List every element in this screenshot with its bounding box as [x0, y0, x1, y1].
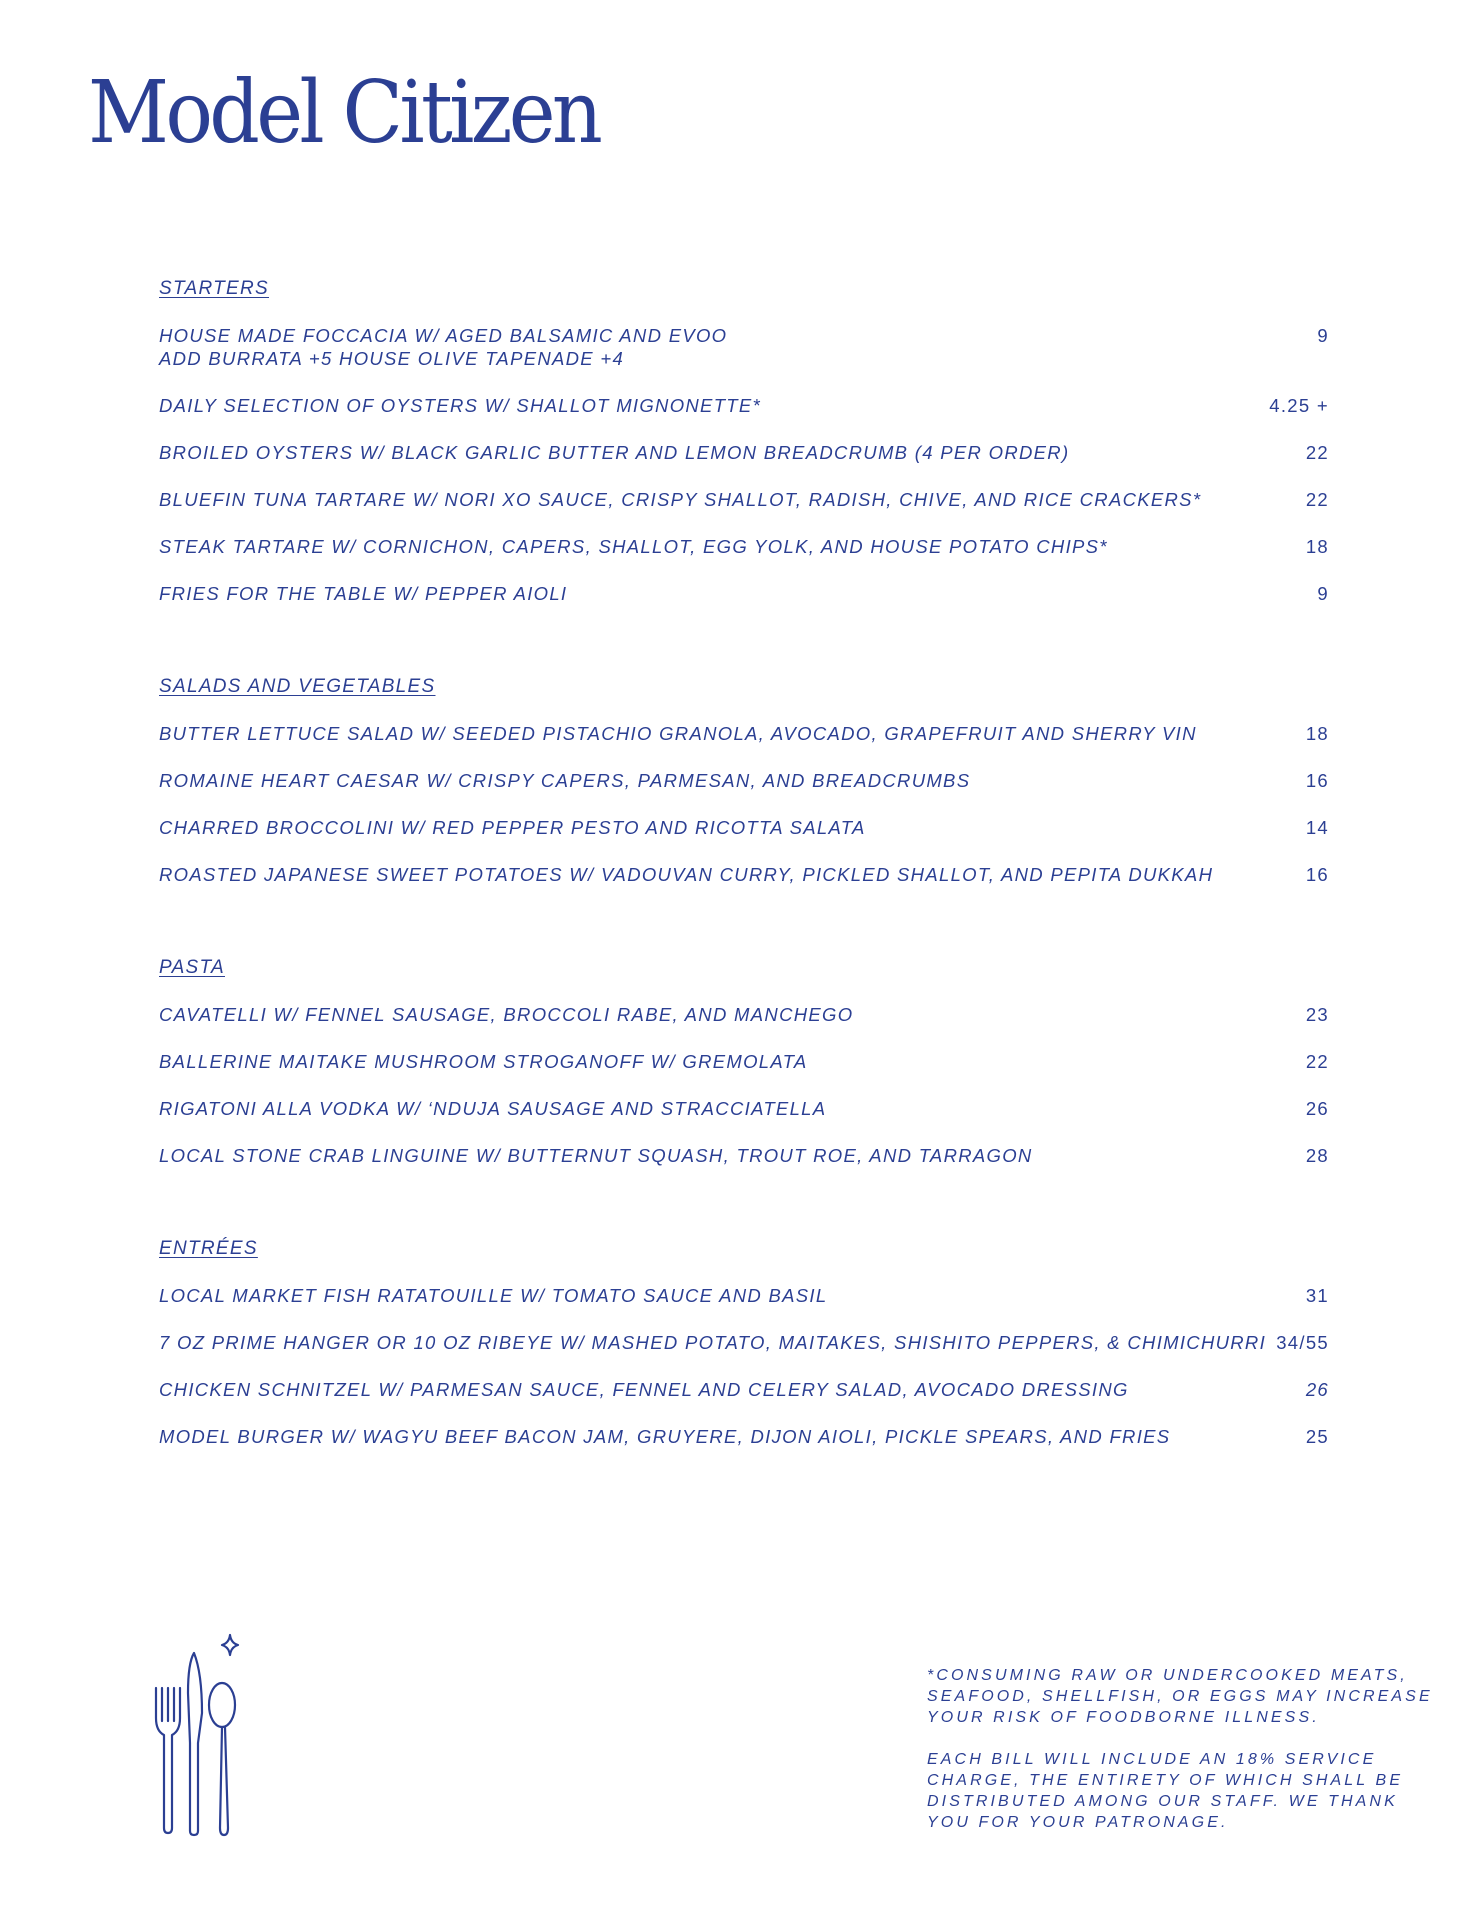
menu-item — [159, 324, 1329, 370]
menu-item-price: 4.25 + — [1269, 395, 1329, 416]
menu-item-name: CHARRED BROCCOLINI W/ RED PEPPER PESTO AND RICOTTA SALATA — [159, 817, 866, 838]
menu-item-price: 9 — [1317, 325, 1329, 346]
menu-item — [159, 1378, 1329, 1401]
section-entrees — [159, 1237, 1329, 1448]
menu-item — [159, 1331, 1329, 1354]
menu-item-name: ROMAINE HEART CAESAR W/ CRISPY CAPERS, PARMESAN, AND BREADCRUMBS — [159, 770, 971, 791]
menu-item-price: 18 — [1305, 536, 1329, 557]
menu-item-name: RIGATONI ALLA VODKA W/ ‘NDUJA SAUSAGE AND STRACCIATELLA — [159, 1098, 827, 1119]
menu-item-price: 22 — [1305, 1051, 1329, 1072]
sparkle-icon — [222, 1635, 238, 1655]
menu-item-name: BALLERINE MAITAKE MUSHROOM STROGANOFF W/ GREMOLATA — [159, 1051, 808, 1072]
menu-item — [159, 863, 1329, 886]
spoon-icon — [209, 1683, 235, 1835]
menu-item — [159, 816, 1329, 839]
menu-item-name: FRIES FOR THE TABLE W/ PEPPER AIOLI — [159, 583, 568, 604]
menu-item-price: 22 — [1305, 442, 1329, 463]
footnote — [927, 1665, 1447, 1854]
menu-item — [159, 1003, 1329, 1026]
menu-item-name: LOCAL STONE CRAB LINGUINE W/ BUTTERNUT SQUASH, TROUT ROE, AND TARRAGON — [159, 1145, 1033, 1166]
menu-item-name-group — [159, 324, 727, 370]
menu-item — [159, 535, 1329, 558]
service-charge-note: EACH BILL WILL INCLUDE AN 18% SERVICE CHARGE, THE ENTIRETY OF WHICH SHALL BE DISTRIBUTED AMONG OUR STAFF. WE THANK YOU FOR YOUR PATRONAGE. — [927, 1751, 1404, 1831]
menu-item-price: 28 — [1305, 1145, 1329, 1166]
menu-item — [159, 582, 1329, 605]
menu-item-name: MODEL BURGER W/ WAGYU BEEF BACON JAM, GRUYERE, DIJON AIOLI, PICKLE SPEARS, AND FRIES — [159, 1426, 1171, 1447]
section-starters — [159, 277, 1329, 605]
menu-item-price: 22 — [1305, 489, 1329, 510]
menu-item-price: 34/55 — [1276, 1332, 1329, 1353]
menu-item-price: 23 — [1305, 1004, 1329, 1025]
menu-item — [159, 722, 1329, 745]
menu-item — [159, 394, 1329, 417]
utensils-illustration — [150, 1633, 250, 1843]
menu-item-name: BUTTER LETTUCE SALAD W/ SEEDED PISTACHIO GRANOLA, AVOCADO, GRAPEFRUIT AND SHERRY VIN — [159, 723, 1197, 744]
fork-icon — [156, 1688, 180, 1833]
menu-item-name: 7 OZ PRIME HANGER OR 10 OZ RIBEYE W/ MASHED POTATO, MAITAKES, SHISHITO PEPPERS, & CHIMICHURRI — [159, 1332, 1267, 1353]
menu-item-name: HOUSE MADE FOCCACIA W/ AGED BALSAMIC AND EVOO — [159, 325, 728, 346]
menu-item-name: STEAK TARTARE W/ CORNICHON, CAPERS, SHALLOT, EGG YOLK, AND HOUSE POTATO CHIPS* — [159, 536, 1108, 557]
section-salads — [159, 675, 1329, 886]
menu-item-name: CHICKEN SCHNITZEL W/ PARMESAN SAUCE, FENNEL AND CELERY SALAD, AVOCADO DRESSING — [159, 1379, 1129, 1400]
menu-item-name: ROASTED JAPANESE SWEET POTATOES W/ VADOUVAN CURRY, PICKLED SHALLOT, AND PEPITA DUKKAH — [159, 864, 1214, 885]
section-title: STARTERS — [159, 278, 269, 299]
menu-item-price: 9 — [1317, 583, 1329, 604]
raw-food-warning: *CONSUMING RAW OR UNDERCOOKED MEATS, SEAFOOD, SHELLFISH, OR EGGS MAY INCREASE YOUR RISK OF FOODBORNE ILLNESS. — [927, 1667, 1433, 1726]
restaurant-title: Model Citizen — [88, 63, 600, 163]
menu-item-name: LOCAL MARKET FISH RATATOUILLE W/ TOMATO SAUCE AND BASIL — [159, 1285, 828, 1306]
menu-item — [159, 488, 1329, 511]
section-title: SALADS AND VEGETABLES — [159, 676, 436, 697]
section-title: PASTA — [159, 957, 225, 978]
menu-item — [159, 441, 1329, 464]
menu-item-price: 14 — [1305, 817, 1329, 838]
section-pasta — [159, 956, 1329, 1167]
menu-item-price: 16 — [1305, 770, 1329, 791]
menu-item-price: 18 — [1305, 723, 1329, 744]
menu-item — [159, 1284, 1329, 1307]
menu-item-name: CAVATELLI W/ FENNEL SAUSAGE, BROCCOLI RABE, AND MANCHEGO — [159, 1004, 854, 1025]
menu — [159, 277, 1329, 1518]
menu-item-price: 26 — [1305, 1098, 1329, 1119]
menu-item-price: 25 — [1305, 1426, 1329, 1447]
menu-item-name: DAILY SELECTION OF OYSTERS W/ SHALLOT MIGNONETTE* — [159, 395, 762, 416]
menu-item-price: 31 — [1305, 1285, 1329, 1306]
menu-item — [159, 1097, 1329, 1120]
menu-item-price: 16 — [1305, 864, 1329, 885]
menu-item-name: BROILED OYSTERS W/ BLACK GARLIC BUTTER AND LEMON BREADCRUMB (4 PER ORDER) — [159, 442, 1070, 463]
menu-item-price: 26 — [1305, 1379, 1329, 1400]
menu-item — [159, 1050, 1329, 1073]
menu-item — [159, 1425, 1329, 1448]
knife-icon — [188, 1653, 202, 1835]
menu-item-name: BLUEFIN TUNA TARTARE W/ NORI XO SAUCE, CRISPY SHALLOT, RADISH, CHIVE, AND RICE CRACKERS* — [159, 489, 1202, 510]
menu-item — [159, 1144, 1329, 1167]
menu-item — [159, 769, 1329, 792]
menu-item-addons: ADD BURRATA +5 HOUSE OLIVE TAPENADE +4 — [159, 348, 625, 369]
section-title: ENTRÉES — [159, 1238, 258, 1259]
